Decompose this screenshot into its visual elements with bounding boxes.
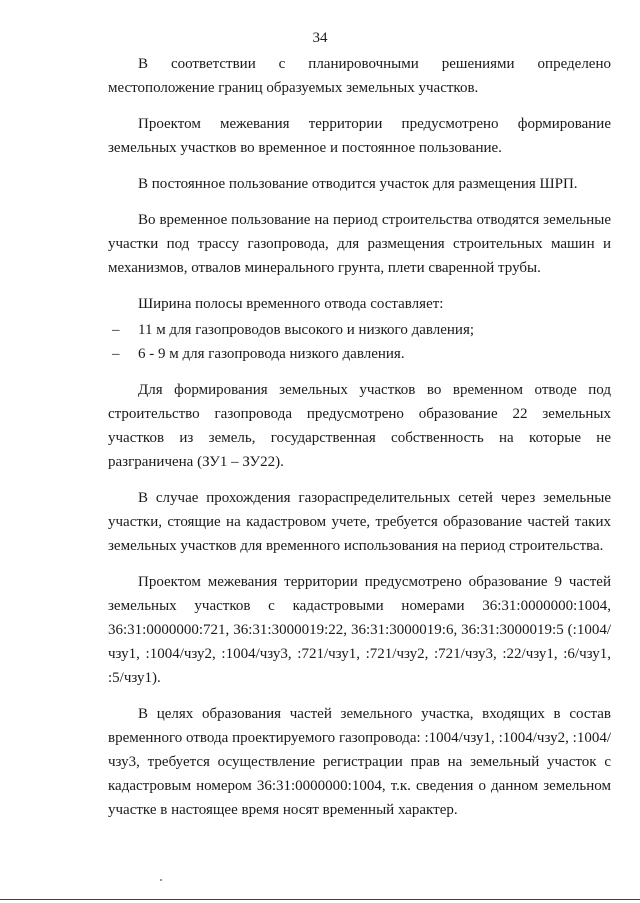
- paragraph: Проектом межевания территории предусмотрено образование 9 частей земельных участков с кадастровыми номерами 36:31:0000000:1004, 36:31:0000000:721, 36:31:3000019:22, 36:31:3000019:6, 36:31:3000019:5 (:1004/чзу1, :1004/чзу2, :1004/чзу3, :721/чзу1, :721/чзу2, :721/чзу3, :22/чзу1, :6/чзу1, :5/чзу1).: [108, 574, 611, 686]
- scan-speck: [160, 879, 162, 881]
- list-dash: –: [112, 346, 120, 362]
- document-body: [108, 52, 611, 834]
- width-list: [108, 318, 611, 366]
- paragraph: Проектом межевания территории предусмотрено формирование земельных участков во временное и постоянное пользование.: [108, 116, 611, 156]
- paragraph: В целях образования частей земельного участка, входящих в состав временного отвода проектируемого газопровода: :1004/чзу1, :1004/чзу2, :1004/чзу3, требуется осуществление регистрации прав на земельный участок с кадастровым номером 36:31:0000000:1004, т.к. сведения о данном земельном участке в настоящее время носят временный характер.: [108, 706, 611, 818]
- paragraph: Ширина полосы временного отвода составляет:: [138, 296, 444, 312]
- list-item: [108, 342, 611, 366]
- paragraph: В случае прохождения газораспределительных сетей через земельные участки, стоящие на кадастровом учете, требуется образование частей таких земельных участков для временного использования на период строительства.: [108, 490, 611, 554]
- list-dash: –: [112, 322, 120, 338]
- paragraph: В соответствии с планировочными решениями определено местоположение границ образуемых земельных участков.: [108, 56, 611, 96]
- list-item-text: 6 - 9 м для газопровода низкого давления.: [138, 346, 405, 362]
- footer-rule: [0, 899, 640, 900]
- paragraph: Во временное пользование на период строительства отводятся земельные участки под трассу газопровода, для размещения строительных машин и механизмов, отвалов минерального грунта, плети сваренной трубы.: [108, 212, 611, 276]
- list-item-text: 11 м для газопроводов высокого и низкого давления;: [138, 322, 475, 338]
- page-number: 34: [312, 30, 328, 46]
- paragraph: В постоянное пользование отводится участок для размещения ШРП.: [138, 176, 578, 192]
- list-item: [108, 318, 611, 342]
- paragraph: Для формирования земельных участков во временном отводе под строительство газопровода предусмотрено образование 22 земельных участков из земель, государственная собственность на которые не разграничена (ЗУ1 – ЗУ22).: [108, 382, 611, 470]
